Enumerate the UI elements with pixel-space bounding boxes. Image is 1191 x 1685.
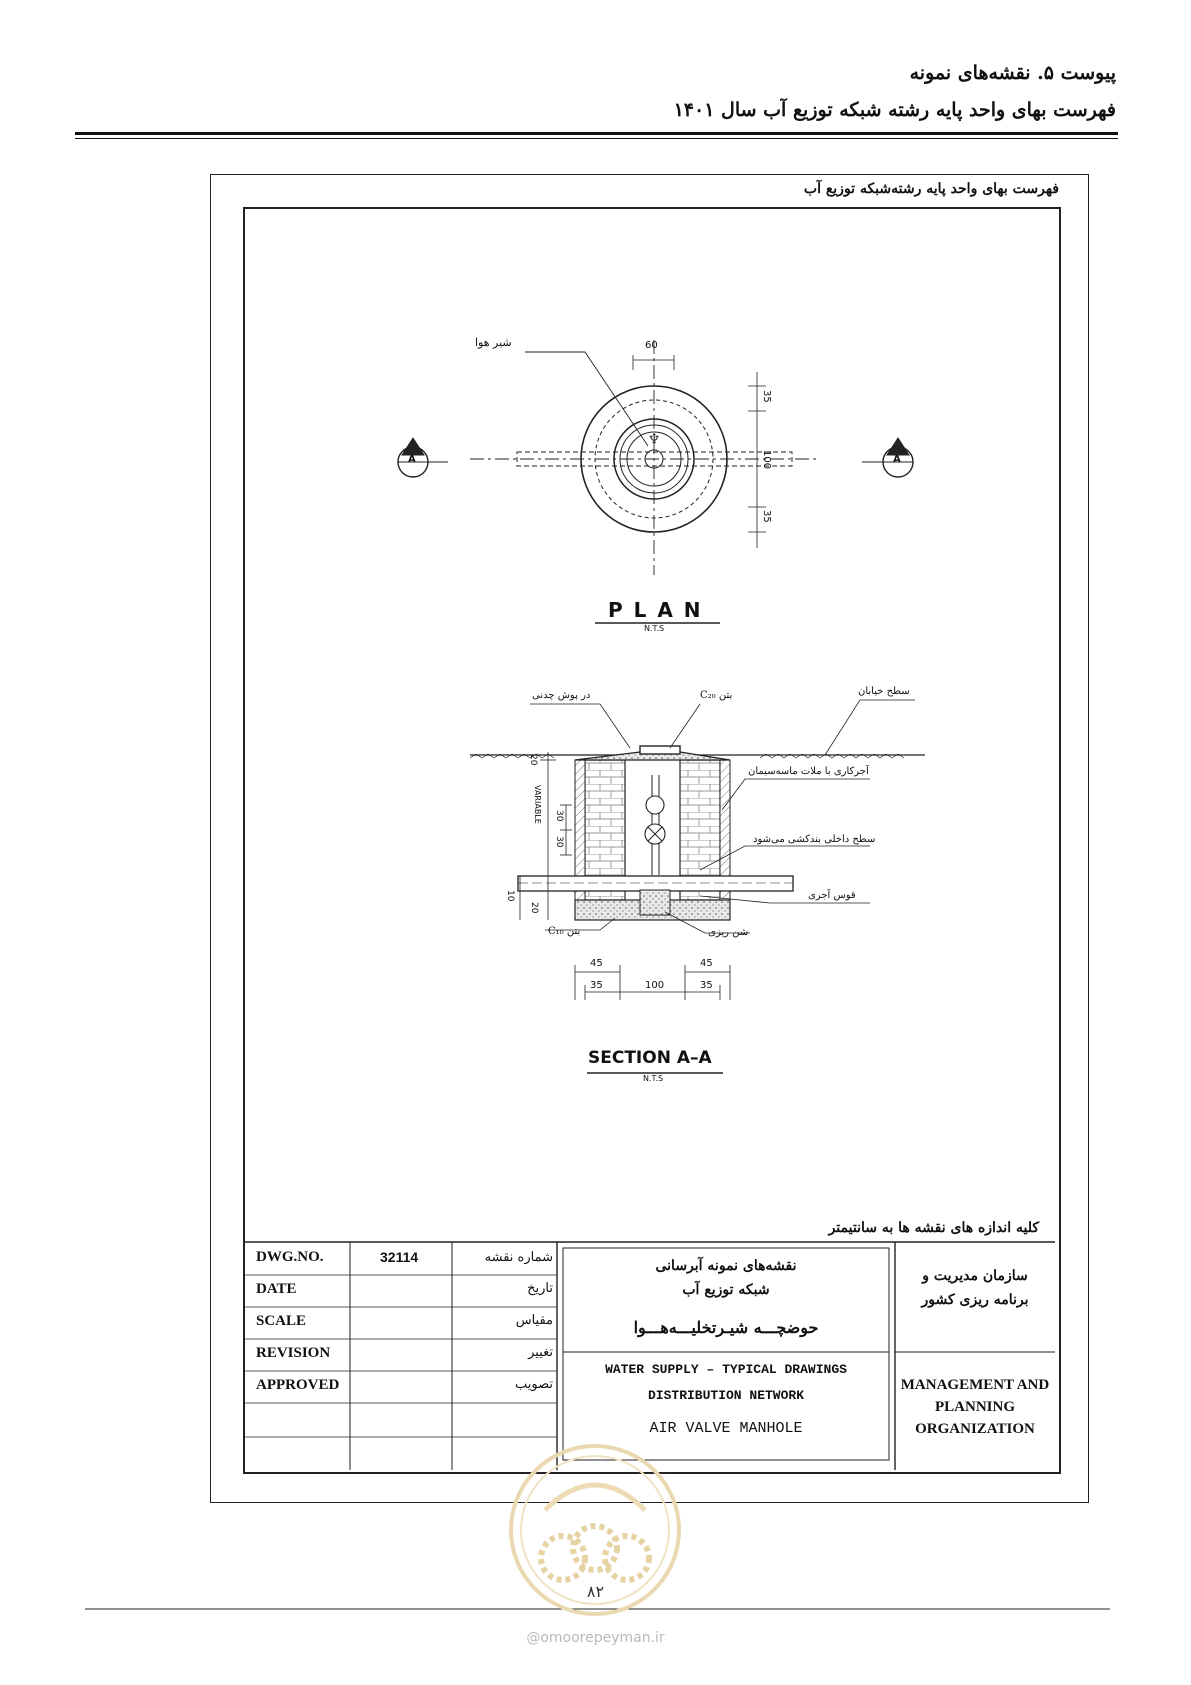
label-concrete-base: بتن C₁₀ — [548, 926, 581, 937]
sheet-caption: فهرست بهای واحد پایه رشته‌شبکه توزیع آب — [803, 181, 1059, 197]
section-scale: N.T.S — [643, 1074, 664, 1083]
watermark-text: @omoorepeyman.ir — [526, 1630, 665, 1646]
section-view — [470, 700, 925, 1073]
tb-org-fa-2: برنامه ریزی کشور — [921, 1292, 1029, 1308]
label-brick-arch: قوس آجری — [808, 890, 856, 901]
plan-dim-1: 35 — [761, 390, 772, 403]
label-concrete-top: بتن C₂₀ — [700, 690, 733, 701]
plan-scale: N.T.S — [644, 624, 665, 633]
label-gravel: شن ریزی — [708, 927, 749, 938]
tb-label-dwgno: DWG.NO. — [256, 1249, 324, 1265]
tb-fa-date: تاریخ — [527, 1281, 553, 1296]
tb-fa-scale: مقیاس — [515, 1313, 553, 1328]
section-dim-variable: VARIABLE — [533, 785, 542, 824]
tb-title-en-3: AIR VALVE MANHOLE — [649, 1420, 803, 1437]
header-line-1: پیوست ۵. نقشه‌های نمونه — [909, 62, 1116, 84]
tb-value-dwgno: 32114 — [380, 1249, 419, 1265]
dimensions-note: کلیه اندازه های نقشه ها به سانتیمتر — [828, 1220, 1039, 1236]
tb-title-en-1: WATER SUPPLY – TYPICAL DRAWINGS — [605, 1362, 847, 1377]
section-marker-left: A — [408, 454, 416, 465]
section-marker-right: A — [893, 454, 901, 465]
tb-org-en-1: MANAGEMENT AND — [900, 1377, 1050, 1393]
tb-org-en-2: PLANNING — [934, 1399, 1015, 1415]
header-line-2: فهرست بهای واحد پایه رشته شبکه توزیع آب سال ۱۴۰۱ — [673, 99, 1116, 121]
section-title: SECTION A–A — [588, 1048, 712, 1068]
tb-fa-approved: تصویب — [515, 1377, 553, 1392]
plan-dim-2: 100 — [761, 450, 772, 470]
tb-title-fa-3: حوضچـــه شیـرتخلیـــه‌هـــوا — [633, 1318, 819, 1337]
tb-label-revision: REVISION — [256, 1345, 331, 1361]
label-street-surface: سطح خیابان — [858, 686, 910, 697]
section-dim-top: 20 — [528, 754, 538, 766]
tb-label-scale: SCALE — [256, 1313, 307, 1329]
tb-fa-revision: تغییر — [528, 1345, 553, 1360]
tb-org-fa-1: سازمان مدیریت و — [922, 1268, 1028, 1284]
section-dim-b35b: 35 — [700, 980, 713, 991]
label-air-valve: شیر هوا — [475, 336, 512, 349]
section-dim-b45b: 45 — [700, 958, 713, 969]
section-dim-b100: 100 — [645, 980, 665, 991]
section-dim-b45a: 45 — [590, 958, 603, 969]
plan-view — [398, 340, 913, 623]
tb-org-en-3: ORGANIZATION — [915, 1421, 1035, 1437]
tb-title-en-2: DISTRIBUTION NETWORK — [647, 1388, 805, 1403]
section-dim-v1: 30 — [554, 810, 564, 822]
tb-label-approved: APPROVED — [256, 1377, 340, 1393]
plan-dim-top: 60 — [645, 340, 658, 351]
svg-text:♆: ♆ — [647, 432, 661, 448]
section-dim-pipe: 10 — [505, 890, 515, 902]
section-dim-v2: 30 — [554, 836, 564, 848]
label-cast-iron-lid: در پوش چدنی — [532, 690, 591, 701]
label-inner-plaster: سطح داخلی بندکشی می‌شود — [753, 834, 876, 845]
label-brickwork: آجرکاری با ملات ماسه‌سیمان — [748, 766, 869, 777]
page-number: ۸۲ — [586, 1582, 605, 1601]
plan-title: P L A N — [608, 598, 703, 622]
plan-dim-3: 35 — [761, 510, 772, 523]
section-dim-b35a: 35 — [590, 980, 603, 991]
section-dim-base: 20 — [529, 902, 539, 914]
tb-title-fa-2: شبکه توزیع آب — [682, 1282, 770, 1298]
tb-label-date: DATE — [256, 1281, 297, 1297]
tb-title-fa-1: نقشه‌های نمونه آبرسانی — [655, 1258, 797, 1274]
tb-fa-dwgno: شماره نقشه — [484, 1250, 553, 1265]
